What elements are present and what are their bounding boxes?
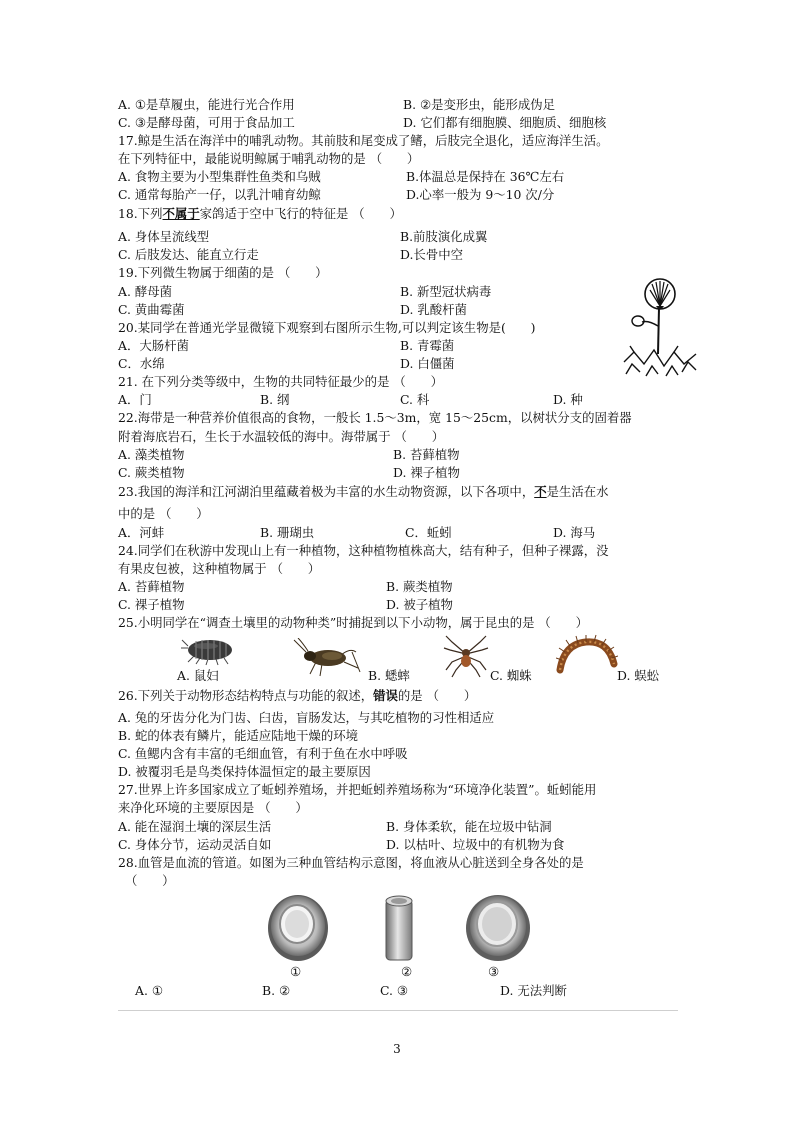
q24-option-d: D. 被子植物 <box>386 597 453 612</box>
q24-stem-line2: 有果皮包被，这种植物属于 （ ） <box>118 561 321 576</box>
q20-stem: 20.某同学在普通光学显微镜下观察到右图所示生物,可以判定该生物是( ) <box>118 320 536 335</box>
centipede-image <box>556 634 618 674</box>
q19-stem: 19.下列微生物属于细菌的是 （ ） <box>118 265 328 280</box>
q27-stem-line2: 来净化环境的主要原因是 （ ） <box>118 800 308 815</box>
q22-option-a: A. 藻类植物 <box>118 447 185 462</box>
q18-option-c: C. 后肢发达、能直立行走 <box>118 247 259 262</box>
woodlouse-image <box>180 632 240 666</box>
q20-option-c: C．水绵 <box>118 356 165 371</box>
q26-stem-post: 的是 （ ） <box>397 688 477 703</box>
q17-option-b: B.体温总是保持在 36℃左右 <box>406 169 565 184</box>
q25-option-d: D. 蜈蚣 <box>617 668 660 683</box>
q17-option-c: C. 通常每胎产一仔，以乳汁哺育幼鲸 <box>118 187 321 202</box>
q17-option-a: A. 食物主要为小型集群性鱼类和乌贼 <box>118 169 321 184</box>
q21-option-c: C. 科 <box>400 392 430 407</box>
q17-option-d: D.心率一般为 9～10 次/分 <box>406 187 555 202</box>
q26-stem-pre: 26.下列关于动物形态结构特点与功能的叙述， <box>118 688 374 703</box>
footer-divider <box>118 1010 678 1011</box>
page-number: 3 <box>393 1042 401 1056</box>
q23-stem-post: 是生活在水 <box>546 484 609 499</box>
q19-option-d: D. 乳酸杆菌 <box>400 302 467 317</box>
q16-option-c: C. ③是酵母菌，可用于食品加工 <box>118 115 295 130</box>
q22-option-b: B. 苔藓植物 <box>393 447 460 462</box>
q18-stem-post: 家鸽适于空中飞行的特征是 （ ） <box>199 206 402 221</box>
q18-stem-emphasis: 不属于 <box>162 206 200 221</box>
vessel-1-icon <box>268 895 328 961</box>
q18-option-d: D.长骨中空 <box>400 247 463 262</box>
q24-option-a: A. 苔藓植物 <box>118 579 185 594</box>
q16-option-a: A. ①是草履虫，能进行光合作用 <box>118 97 295 112</box>
q23-stem-pre: 23.我国的海洋和江河湖泊里蕴藏着极为丰富的水生动物资源，以下各项中， <box>118 484 535 499</box>
blood-vessels-figure <box>266 890 536 964</box>
vessel-2-icon <box>386 896 412 960</box>
mold-microscope-figure <box>620 276 700 380</box>
q23-stem-line2: 中的是 （ ） <box>118 506 209 521</box>
q21-option-a: A．门 <box>118 392 152 407</box>
q28-stem-line1: 28.血管是血流的管道。如图为三种血管结构示意图，将血液从心脏送到全身各处的是 <box>118 855 584 870</box>
q18-stem <box>118 205 402 223</box>
q24-stem-line1: 24.同学们在秋游中发现山上有一种植物，这种植物植株高大，结有种子，但种子裸露，没 <box>118 543 609 558</box>
q19-option-a: A. 酵母菌 <box>118 284 172 299</box>
q23-option-b: B. 珊瑚虫 <box>260 525 315 540</box>
q21-option-d: D. 种 <box>553 392 583 407</box>
q28-figure-label-3: ③ <box>488 964 500 979</box>
q25-option-b: B. 蟋蟀 <box>368 668 410 683</box>
q20-option-d: D. 白僵菌 <box>400 356 455 371</box>
q28-figure-label-2: ② <box>401 964 413 979</box>
q16-option-b: B. ②是变形虫，能形成伪足 <box>403 97 555 112</box>
q18-option-a: A. 身体呈流线型 <box>118 229 210 244</box>
q26-stem <box>118 687 476 705</box>
q22-stem-line1: 22.海带是一种营养价值很高的食物，一般长 1.5～3m，宽 15～25cm，以树状分支的固着器 <box>118 410 632 425</box>
q28-option-a: A. ① <box>135 983 163 998</box>
q28-option-d: D. 无法判断 <box>500 983 567 998</box>
q25-option-a: A. 鼠妇 <box>177 668 219 683</box>
q18-stem-pre: 18.下列 <box>118 206 163 221</box>
q24-option-b: B. 蕨类植物 <box>386 579 453 594</box>
spider-image <box>442 634 490 678</box>
q27-option-d: D. 以枯叶、垃圾中的有机物为食 <box>386 837 565 852</box>
q23-stem-emphasis: 不 <box>534 484 547 499</box>
q23-stem-line1 <box>118 483 609 501</box>
q22-stem-line2: 附着海底岩石，生长于水温较低的海中。海带属于 （ ） <box>118 429 445 444</box>
q22-option-d: D. 裸子植物 <box>393 465 460 480</box>
q27-option-c: C. 身体分节，运动灵活自如 <box>118 837 272 852</box>
q21-stem: 21. 在下列分类等级中，生物的共同特征最少的是 （ ） <box>118 374 443 389</box>
q25-stem: 25.小明同学在“调查土壤里的动物种类”时捕捉到以下小动物，属于昆虫的是 （ ） <box>118 615 588 630</box>
q26-stem-emphasis: 错误 <box>373 688 398 703</box>
q28-figure-label-1: ① <box>290 964 302 979</box>
q26-option-b: B. 蛇的体表有鳞片，能适应陆地干燥的环境 <box>118 728 359 743</box>
q18-option-b: B.前肢演化成翼 <box>400 229 488 244</box>
q26-option-d: D. 被覆羽毛是鸟类保持体温恒定的最主要原因 <box>118 764 371 779</box>
q27-stem-line1: 27.世界上许多国家成立了蚯蚓养殖场，并把蚯蚓养殖场称为“环境净化装置”。蚯蚓能用 <box>118 782 597 797</box>
q19-option-b: B. 新型冠状病毒 <box>400 284 492 299</box>
q22-option-c: C. 蕨类植物 <box>118 465 185 480</box>
q23-option-c: C．蚯蚓 <box>405 525 452 540</box>
q19-option-c: C. 黄曲霉菌 <box>118 302 185 317</box>
q28-option-c: C. ③ <box>380 983 409 998</box>
q28-stem-line2: （ ） <box>125 873 175 888</box>
q23-option-a: A．河蚌 <box>118 525 165 540</box>
q25-option-c: C. 蜘蛛 <box>490 668 532 683</box>
q17-stem-line2: 在下列特征中，最能说明鲸属于哺乳动物的是 （ ） <box>118 151 420 166</box>
q26-option-c: C. 鱼鳃内含有丰富的毛细血管，有利于鱼在水中呼吸 <box>118 746 408 761</box>
q23-option-d: D. 海马 <box>553 525 596 540</box>
q20-option-b: B. 青霉菌 <box>400 338 455 353</box>
vessel-3-icon <box>466 895 530 961</box>
q21-option-b: B. 纲 <box>260 392 290 407</box>
q27-option-b: B. 身体柔软，能在垃圾中钻洞 <box>386 819 552 834</box>
q26-option-a: A. 兔的牙齿分化为门齿、臼齿，盲肠发达，与其吃植物的习性相适应 <box>118 710 495 725</box>
q28-option-b: B. ② <box>262 983 291 998</box>
q27-option-a: A. 能在湿润土壤的深层生活 <box>118 819 272 834</box>
q17-stem-line1: 17.鲸是生活在海洋中的哺乳动物。其前肢和尾变成了鳍，后肢完全退化，适应海洋生活。 <box>118 133 609 148</box>
q24-option-c: C. 裸子植物 <box>118 597 185 612</box>
q16-option-d: D. 它们都有细胞膜、细胞质、细胞核 <box>403 115 607 130</box>
q20-option-a: A．大肠杆菌 <box>118 338 189 353</box>
cricket-image <box>292 638 362 680</box>
